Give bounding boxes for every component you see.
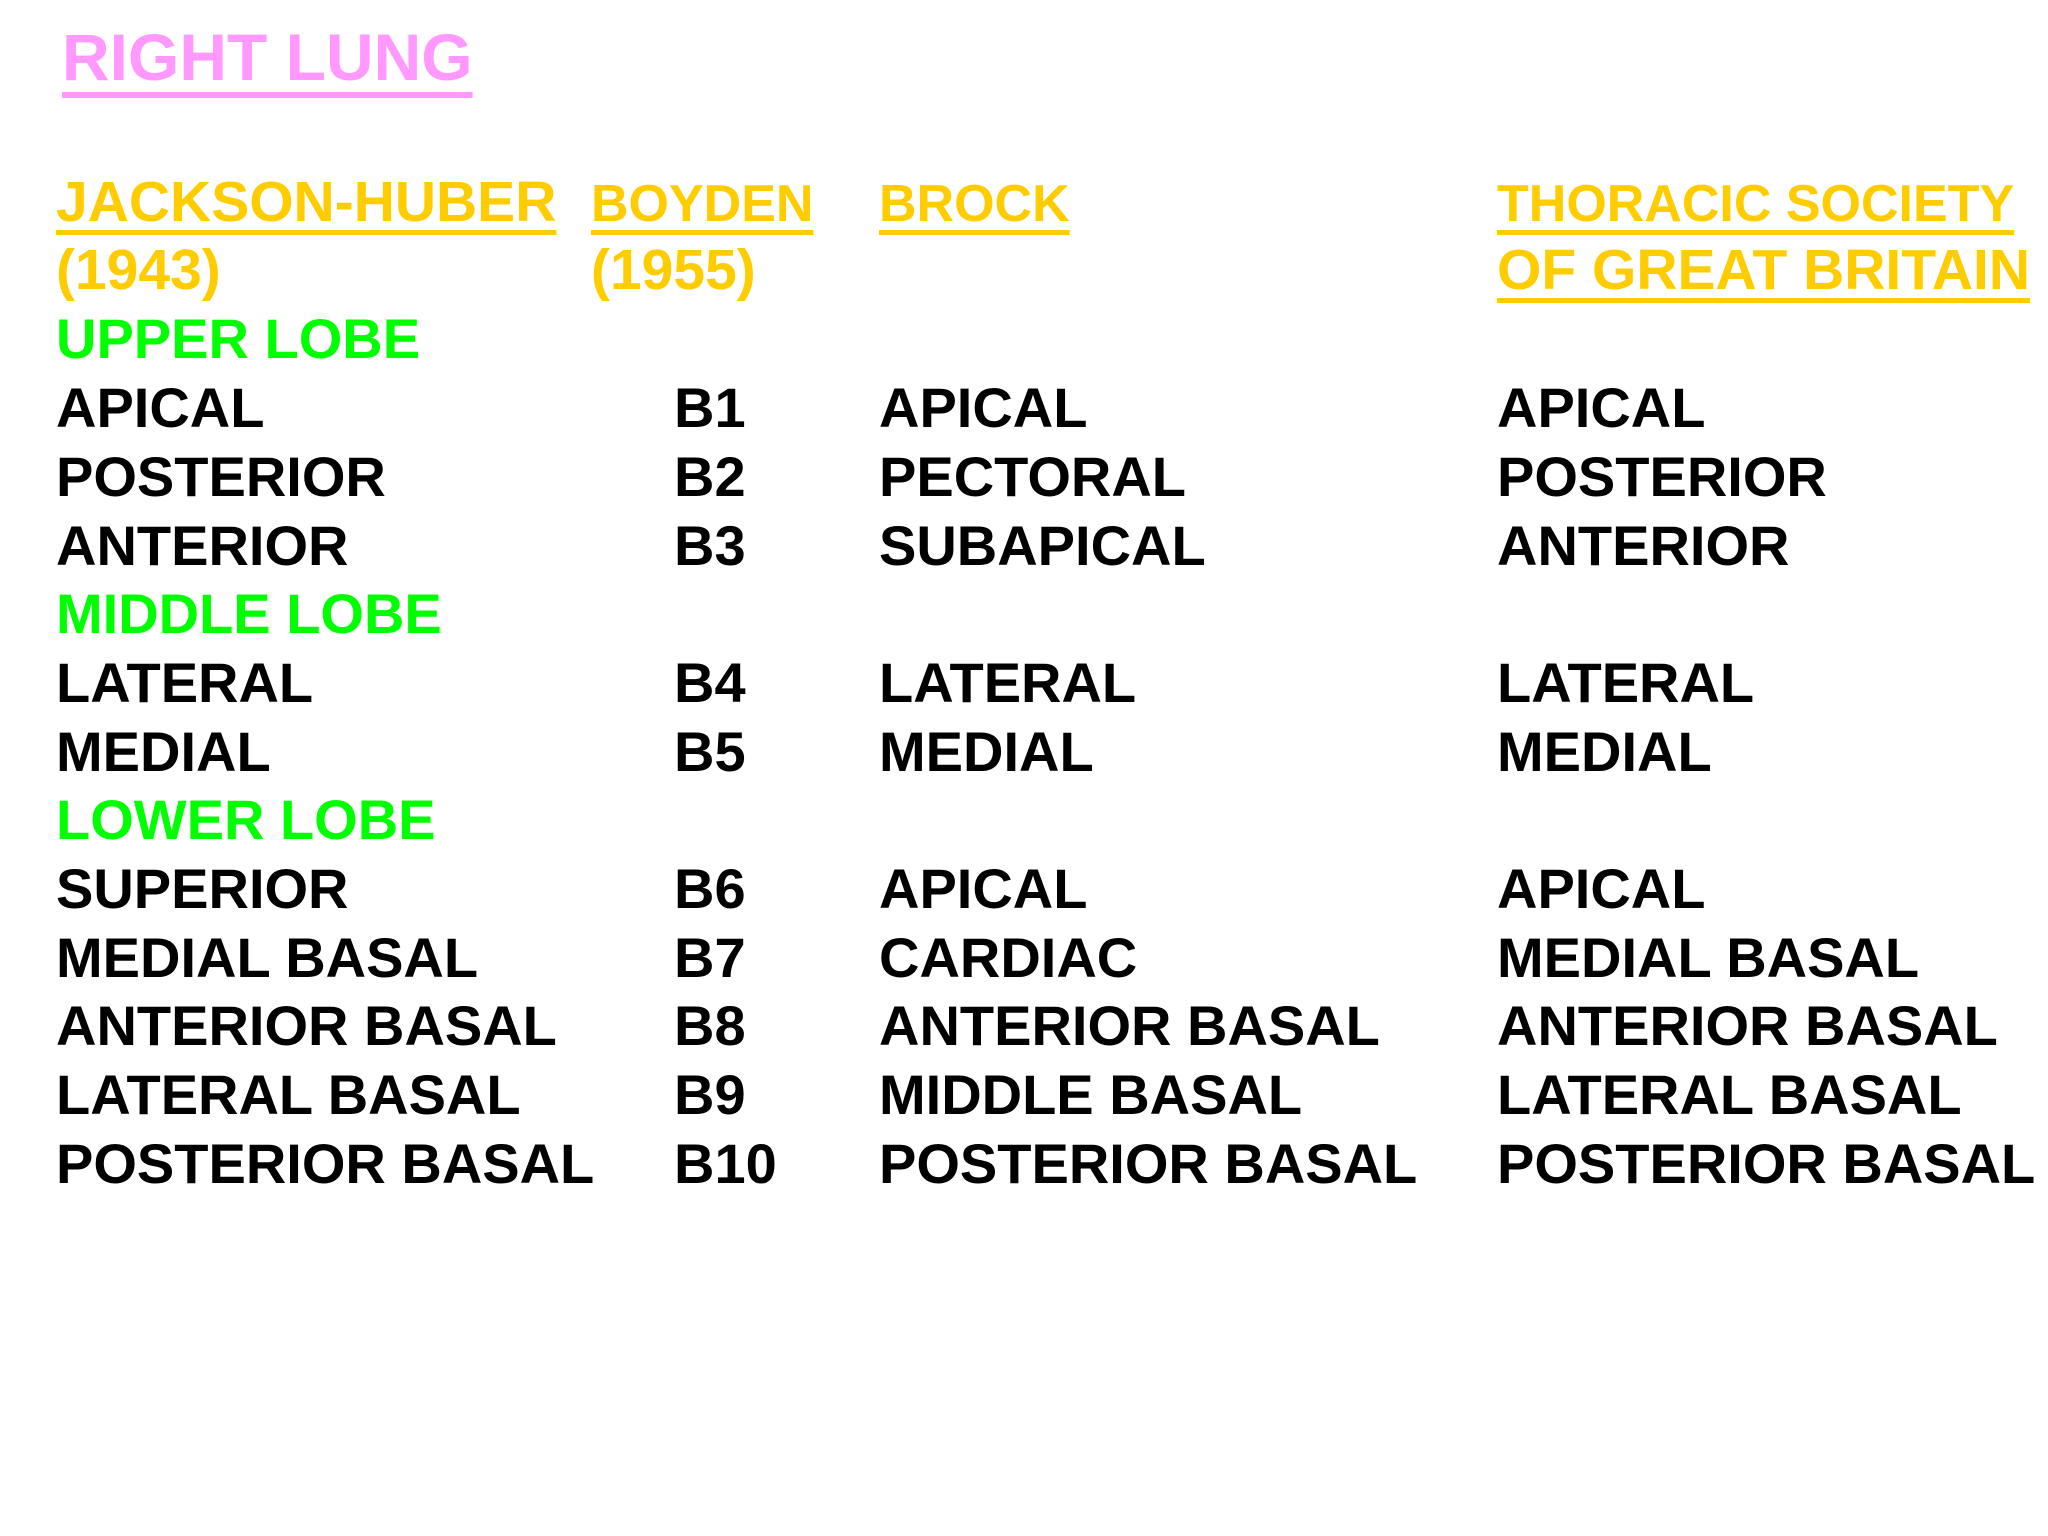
cell-tsgb: LATERAL BASAL (1497, 1063, 1962, 1126)
cell-tsgb: ANTERIOR (1497, 514, 1790, 577)
cell-jh: MEDIAL BASAL (56, 926, 479, 989)
cell-jh: LATERAL BASAL (56, 1063, 521, 1126)
cell-brock: MEDIAL (879, 720, 1094, 783)
header-thoracic-society: THORACIC SOCIETY (1497, 175, 2015, 233)
cell-jh: POSTERIOR BASAL (56, 1132, 595, 1195)
cell-brock: SUBAPICAL (879, 514, 1206, 577)
cell-brock: APICAL (879, 376, 1088, 439)
cell-boyden: B10 (674, 1132, 777, 1195)
cell-brock: POSTERIOR BASAL (879, 1132, 1418, 1195)
cell-brock: ANTERIOR BASAL (879, 994, 1380, 1057)
cell-jh: ANTERIOR BASAL (56, 994, 557, 1057)
cell-jh: ANTERIOR (56, 514, 349, 577)
cell-boyden: B3 (674, 514, 746, 577)
section-upper-lobe: UPPER LOBE (56, 307, 421, 370)
section-lower-lobe: LOWER LOBE (56, 788, 436, 851)
cell-boyden: B1 (674, 376, 746, 439)
cell-boyden: B5 (674, 720, 746, 783)
cell-boyden: B9 (674, 1063, 746, 1126)
cell-brock: PECTORAL (879, 445, 1186, 508)
cell-jh: MEDIAL (56, 720, 271, 783)
cell-tsgb: MEDIAL (1497, 720, 1712, 783)
header-jackson-huber: JACKSON-HUBER (56, 170, 557, 234)
header-brock: BROCK (879, 175, 1070, 233)
cell-tsgb: APICAL (1497, 376, 1706, 439)
header-boyden: BOYDEN (591, 175, 814, 233)
cell-tsgb: POSTERIOR (1497, 445, 1827, 508)
cell-tsgb: LATERAL (1497, 651, 1755, 714)
cell-boyden: B4 (674, 651, 746, 714)
cell-jh: POSTERIOR (56, 445, 386, 508)
header-jackson-huber-year: (1943) (56, 238, 221, 302)
cell-brock: CARDIAC (879, 926, 1138, 989)
cell-boyden: B6 (674, 857, 746, 920)
cell-jh: LATERAL (56, 651, 314, 714)
cell-boyden: B2 (674, 445, 746, 508)
cell-brock: LATERAL (879, 651, 1137, 714)
cell-brock: APICAL (879, 857, 1088, 920)
cell-boyden: B8 (674, 994, 746, 1057)
cell-jh: APICAL (56, 376, 265, 439)
cell-tsgb: POSTERIOR BASAL (1497, 1132, 2036, 1195)
cell-tsgb: MEDIAL BASAL (1497, 926, 1920, 989)
cell-boyden: B7 (674, 926, 746, 989)
page-title: RIGHT LUNG (62, 20, 473, 94)
header-boyden-year: (1955) (591, 238, 756, 302)
section-middle-lobe: MIDDLE LOBE (56, 582, 442, 645)
cell-brock: MIDDLE BASAL (879, 1063, 1303, 1126)
header-great-britain: OF GREAT BRITAIN (1497, 238, 2031, 302)
cell-tsgb: ANTERIOR BASAL (1497, 994, 1998, 1057)
cell-jh: SUPERIOR (56, 857, 349, 920)
cell-tsgb: APICAL (1497, 857, 1706, 920)
